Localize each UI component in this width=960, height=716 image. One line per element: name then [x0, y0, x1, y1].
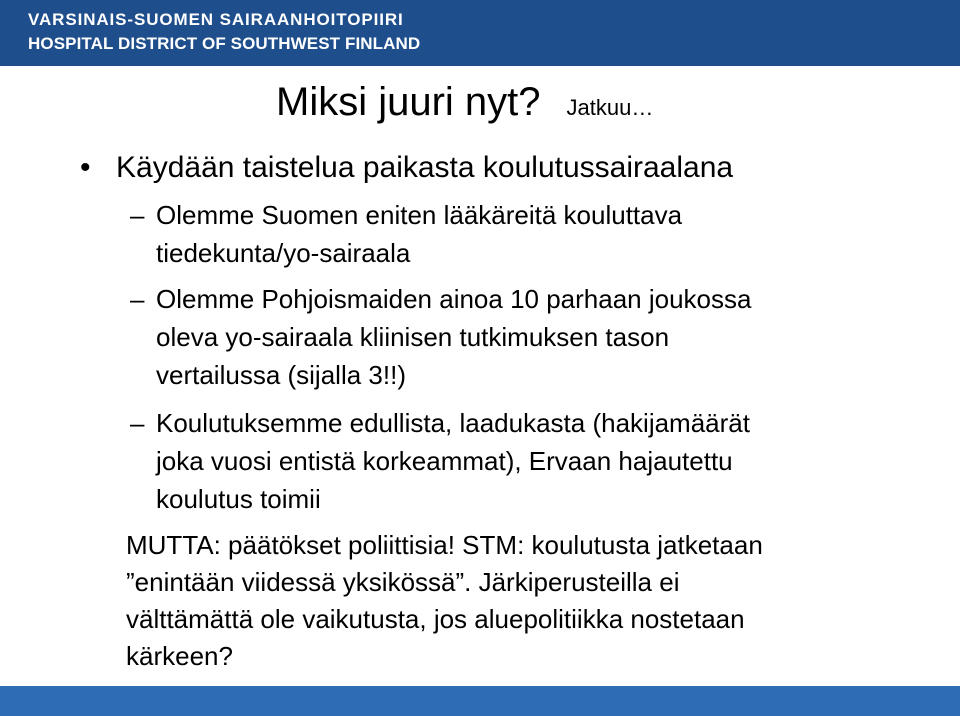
bullet-marker: • [80, 151, 91, 184]
sub-item-line: koulutus toimii [156, 484, 321, 514]
note-line: kärkeen? [126, 641, 233, 671]
sub-item-line: Olemme Pohjoismaiden ainoa 10 parhaan joukossa [156, 284, 752, 314]
org-name-finnish: VARSINAIS-SUOMEN SAIRAANHOITOPIIRI [28, 10, 404, 29]
sub-item-line: Olemme Suomen eniten lääkäreitä kouluttava [156, 200, 683, 230]
note-line: välttämättä ole vaikutusta, jos aluepolitiikka nostetaan [126, 604, 745, 634]
sub-item-2 [130, 280, 751, 394]
slide-title-main: Miksi juuri nyt? [276, 80, 541, 124]
dash-marker: – [130, 200, 145, 230]
sub-item-line: joka vuosi entistä korkeammat), Ervaan hajautettu [156, 446, 733, 476]
sub-item-3 [130, 404, 750, 518]
sub-item-line: tiedekunta/yo-sairaala [156, 238, 411, 268]
sub-item-line: Koulutuksemme edullista, laadukasta (hakijamäärät [156, 408, 750, 438]
sub-item-line: oleva yo-sairaala kliinisen tutkimuksen tason [156, 322, 670, 352]
footer-bar [0, 686, 960, 716]
sub-item-1 [130, 196, 682, 272]
note-paragraph [126, 527, 763, 675]
note-line: ”enintään viidessä yksikössä”. Järkiperusteilla ei [126, 567, 680, 597]
slide-title-suffix: Jatkuu… [566, 95, 654, 120]
slide-title [276, 80, 653, 125]
sub-item-line: vertailussa (sijalla 3!!) [156, 360, 406, 390]
header-bar [0, 0, 960, 66]
note-line: MUTTA: päätökset poliittisia! STM: koulutusta jatketaan [126, 530, 763, 560]
bullet-text: Käydään taistelua paikasta koulutussairaalana [116, 151, 734, 184]
dash-marker: – [130, 284, 145, 314]
dash-marker: – [130, 408, 145, 438]
org-name-english: HOSPITAL DISTRICT OF SOUTHWEST FINLAND [28, 34, 421, 53]
